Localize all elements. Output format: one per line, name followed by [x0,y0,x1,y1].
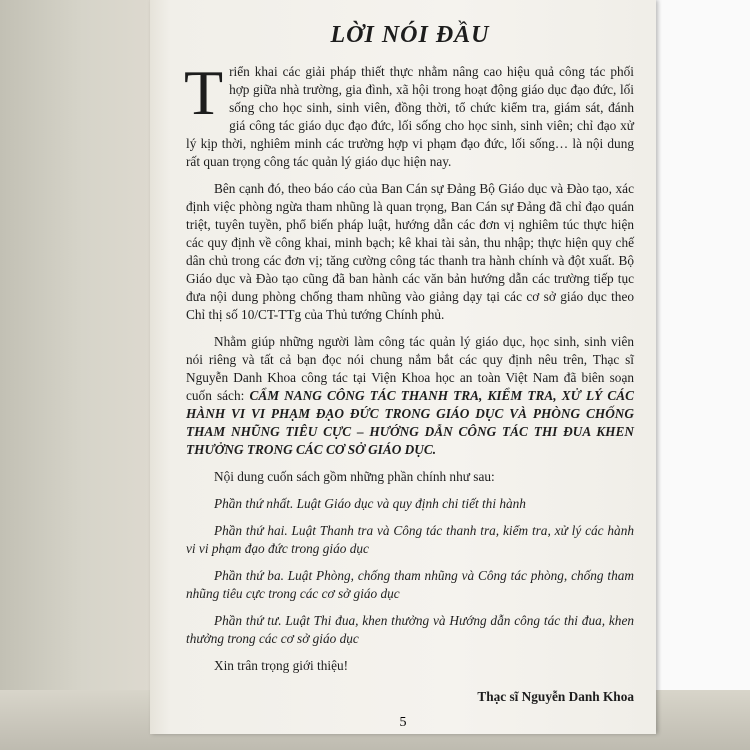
part-item-1: Phần thứ nhất. Luật Giáo dục và quy định chi tiết thi hành [214,496,526,511]
book-underlying-pages-left [0,0,150,750]
part-item-3: Phần thứ ba. Luật Phòng, chống tham nhũng và Công tác phòng, chống tham nhũng tiêu cực trong các cơ sở giáo dục [186,568,634,601]
intro-paragraph [184,57,634,171]
purpose-paragraph-text: Nhằm giúp những người làm công tác quản lý giáo dục, học sinh, sinh viên nói riêng và tất cả bạn đọc nói chung nắm bắt các quy định nêu trên, Thạc sĩ Nguyễn Danh Khoa công tác tại Viện Khoa học an toàn Việt Nam đã biên soạn cuốn sách: [186,334,634,403]
context-paragraph: Bên cạnh đó, theo báo cáo của Ban Cán sự Đảng Bộ Giáo dục và Đào tạo, xác định việc phòng ngừa tham nhũng là quan trọng, Ban Cán sự Đảng đã chỉ đạo quán triệt, tuyên tuyền, phổ biến pháp luật, hướng dẫn các đơn vị nghiêm túc thực hiện các quy định về công khai, minh bạch; kê khai tài sản, thu nhập; thực hiện quy chế dân chủ trong các đơn vị; tăng cường công tác thanh tra hành chính và đột xuất. Bộ Giáo dục và Đào tạo cũng đã ban hành các văn bản hướng dẫn các trường tiếp tục đưa nội dung phòng chống tham nhũng vào giảng dạy tại các cơ sở giáo dục theo Chỉ thị số 10/CT-TTg của Thủ tướng Chính phủ. [186,181,634,322]
part-item-2: Phần thứ hai. Luật Thanh tra và Công tác thanh tra, kiểm tra, xử lý các hành vi vi phạm đạo đức trong giáo dục [186,523,634,556]
book-page [150,0,656,734]
page-content [186,22,634,705]
part-item-4: Phần thứ tư. Luật Thi đua, khen thưởng và Hướng dẫn công tác thi đua, khen thưởng trong các cơ sở giáo dục [186,613,634,646]
book-title: CẨM NANG CÔNG TÁC THANH TRA, KIỂM TRA, XỬ LÝ CÁC HÀNH VI VI PHẠM ĐẠO ĐỨC TRONG GIÁO DỤC VÀ PHÒNG CHỐNG THAM NHŨNG TIÊU CỰC – HƯỚNG DẪN CÔNG TÁC THI ĐUA KHEN THƯỞNG TRONG CÁC CƠ SỞ GIÁO DỤC. [186,388,634,457]
purpose-paragraph [186,333,634,459]
page-heading: LỜI NÓI ĐẦU [330,22,490,48]
contents-intro: Nội dung cuốn sách gồm những phần chính như sau: [214,469,495,484]
dropcap-letter: T [184,57,224,128]
intro-paragraph-text: riển khai các giải pháp thiết thực nhằm nâng cao hiệu quả công tác phối hợp giữa nhà trường, gia đình, xã hội trong hoạt động giáo dục đạo đức, lối sống cho học sinh, sinh viên, đồng thời, tổ chức kiểm tra, giám sát, đánh giá công tác giáo dục đạo đức, lối sống cho học sinh, sinh viên; chỉ đạo xử lý kịp thời, nghiêm minh các trường hợp vi phạm đạo đức, lối sống… là nội dung rất quan trọng công tác quản lý giáo dục hiện nay. [186,64,634,169]
page-number: 5 [399,715,407,730]
closing-line: Xin trân trọng giới thiệu! [214,658,349,673]
author-signature: Thạc sĩ Nguyễn Danh Khoa [477,689,634,704]
